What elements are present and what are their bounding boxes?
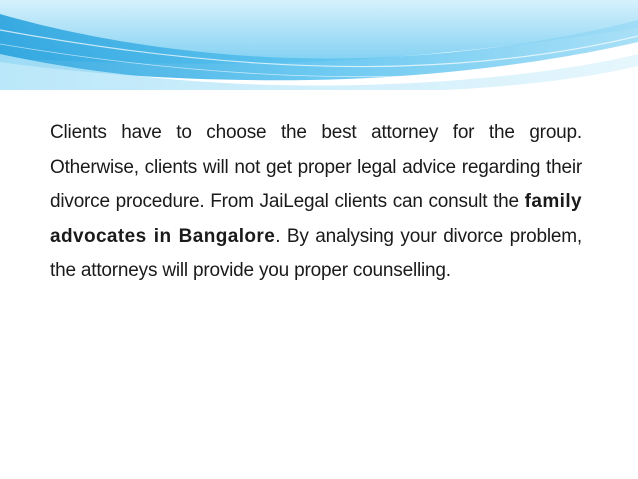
paragraph-bold-link-text: family advocates in Bangalore — [50, 191, 582, 247]
wave-banner — [0, 0, 638, 90]
body-paragraph — [50, 116, 582, 289]
paragraph-text-2: . By analysing your divorce problem, the attorneys will provide you proper counselling. — [50, 225, 582, 281]
paragraph-text-1: Clients have to choose the best attorney for the group. Otherwise, clients will not get proper legal advice regarding their divorce procedure. From JaiLegal clients can consult the — [50, 122, 582, 212]
